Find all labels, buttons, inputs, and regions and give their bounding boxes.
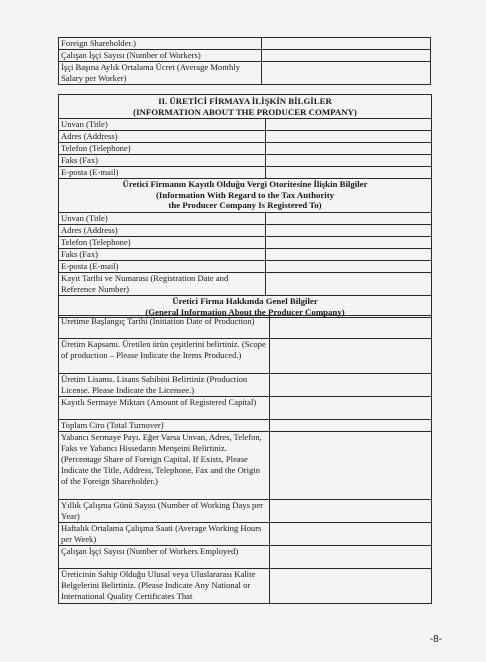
value-cell: [266, 155, 432, 167]
table-row: [59, 273, 432, 296]
row-label: Kayıtlı Sermaye Miktarı (Amount of Registered Capital): [59, 397, 270, 420]
row-label: Adres (Address): [59, 225, 266, 237]
table-row: [59, 249, 432, 261]
row-label: Üretime Başlangıç Tarihi (Initiation Date of Production): [59, 316, 270, 339]
row-label: Haftalık Ortalama Çalışma Saati (Average Working Hours per Week): [59, 523, 270, 546]
value-cell: [266, 119, 432, 131]
row-label: Telefon (Telephone): [59, 143, 266, 155]
value-cell: [270, 546, 432, 569]
value-cell: [266, 249, 432, 261]
table-row: [59, 316, 432, 339]
value-cell: [270, 523, 432, 546]
table-row: [59, 523, 432, 546]
table-row: [59, 213, 432, 225]
section-title-tr: II. ÜRETİCİ FİRMAYA İLİŞKİN BİLGİLER: [158, 96, 332, 106]
value-cell: [270, 569, 432, 604]
tax-authority-heading: [59, 179, 432, 213]
row-label: Çalışan İşçi Sayısı (Number of Workers): [59, 50, 262, 62]
shareholder-continuation-table: [58, 37, 431, 85]
value-cell: [266, 167, 432, 179]
general-info-table: [58, 315, 432, 604]
value-cell: [262, 38, 431, 50]
producer-company-table: [58, 94, 432, 318]
table-row: [59, 167, 432, 179]
value-cell: [266, 261, 432, 273]
table-row: [59, 374, 432, 397]
row-label: İşçi Başına Aylık Ortalama Ücret (Average Monthly Salary per Worker): [59, 62, 262, 85]
value-cell: [270, 374, 432, 397]
row-label: Yabancı Sermaye Payı. Eğer Varsa Unvan, Adres, Telefon, Faks ve Yabancı Hissedarın Menşeini Belirtiniz. (Percentage Share of Foreign Capital. If Exists, Please Indicate the Title, Address, Telephone, Fax and the Origin of the Foreign Shareholder.): [59, 432, 270, 500]
table-row: [59, 546, 432, 569]
tax-heading-line: the Producer Company Is Registered To): [168, 200, 322, 210]
row-label: Çalışan İşçi Sayısı (Number of Workers Employed): [59, 546, 270, 569]
tax-heading-line: (Information With Regard to the Tax Authority: [155, 189, 335, 200]
section-heading: [59, 95, 432, 119]
row-label: Yıllık Çalışma Günü Sayısı (Number of Working Days per Year): [59, 500, 270, 523]
value-cell: [270, 420, 432, 432]
row-label: E-posta (E-mail): [59, 261, 266, 273]
row-label: Unvan (Title): [59, 213, 266, 225]
value-cell: [266, 143, 432, 155]
row-label: Kayıt Tarihi ve Numarası (Registration Date and Reference Number): [59, 273, 266, 296]
table-row: [59, 397, 432, 420]
row-label: Faks (Fax): [59, 155, 266, 167]
row-label: Unvan (Title): [59, 119, 266, 131]
value-cell: [262, 62, 431, 85]
table-row: [59, 500, 432, 523]
value-cell: [266, 131, 432, 143]
table-row: [59, 420, 432, 432]
section-heading-row: [59, 95, 432, 119]
subsection-heading-row: [59, 179, 432, 213]
tax-heading-line: Üretici Firmanın Kayıtlı Olduğu Vergi Otoritesine İlişkin Bilgiler: [122, 179, 368, 189]
table-row: [59, 261, 432, 273]
table-row: [59, 225, 432, 237]
table-row: [59, 569, 432, 604]
table-row: [59, 155, 432, 167]
value-cell: [266, 237, 432, 249]
value-cell: [270, 339, 432, 374]
row-label: Adres (Address): [59, 131, 266, 143]
row-label: Üretim Kapsamı. Üretilen ürün çeşitlerini belirtiniz. (Scope of production – Please Indicate the Items Produced.): [59, 339, 270, 374]
value-cell: [270, 500, 432, 523]
page-number: -8-: [429, 634, 442, 645]
row-label: Telefon (Telephone): [59, 237, 266, 249]
general-heading-line: Üretici Firma Hakkında Genel Bilgiler: [172, 296, 318, 306]
value-cell: [270, 397, 432, 420]
value-cell: [270, 316, 432, 339]
table-row: [59, 237, 432, 249]
row-label: Toplam Ciro (Total Turnover): [59, 420, 270, 432]
value-cell: [262, 50, 431, 62]
row-label: Faks (Fax): [59, 249, 266, 261]
value-cell: [266, 225, 432, 237]
row-label: E-posta (E-mail): [59, 167, 266, 179]
value-cell: [266, 213, 432, 225]
table-row: [59, 50, 431, 62]
section-title-en: (INFORMATION ABOUT THE PRODUCER COMPANY): [133, 106, 357, 117]
general-heading-line: (General Information About the Producer Company): [145, 306, 345, 317]
table-row: [59, 339, 432, 374]
row-label: Foreign Shareholder.): [59, 38, 262, 50]
table-row: [59, 38, 431, 50]
value-cell: [266, 273, 432, 296]
row-label: Üretim Lisansı. Lisans Sahibini Belirtiniz (Production License. Please Indicate the Licensee.): [59, 374, 270, 397]
value-cell: [270, 432, 432, 500]
table-row: [59, 432, 432, 500]
table-row: [59, 62, 431, 85]
table-row: [59, 131, 432, 143]
row-label: Üreticinin Sahip Olduğu Ulusal veya Uluslararası Kalite Belgelerini Belirtiniz. (Please Indicate Any National or International Quality Certificates That: [59, 569, 270, 604]
table-row: [59, 119, 432, 131]
table-row: [59, 143, 432, 155]
